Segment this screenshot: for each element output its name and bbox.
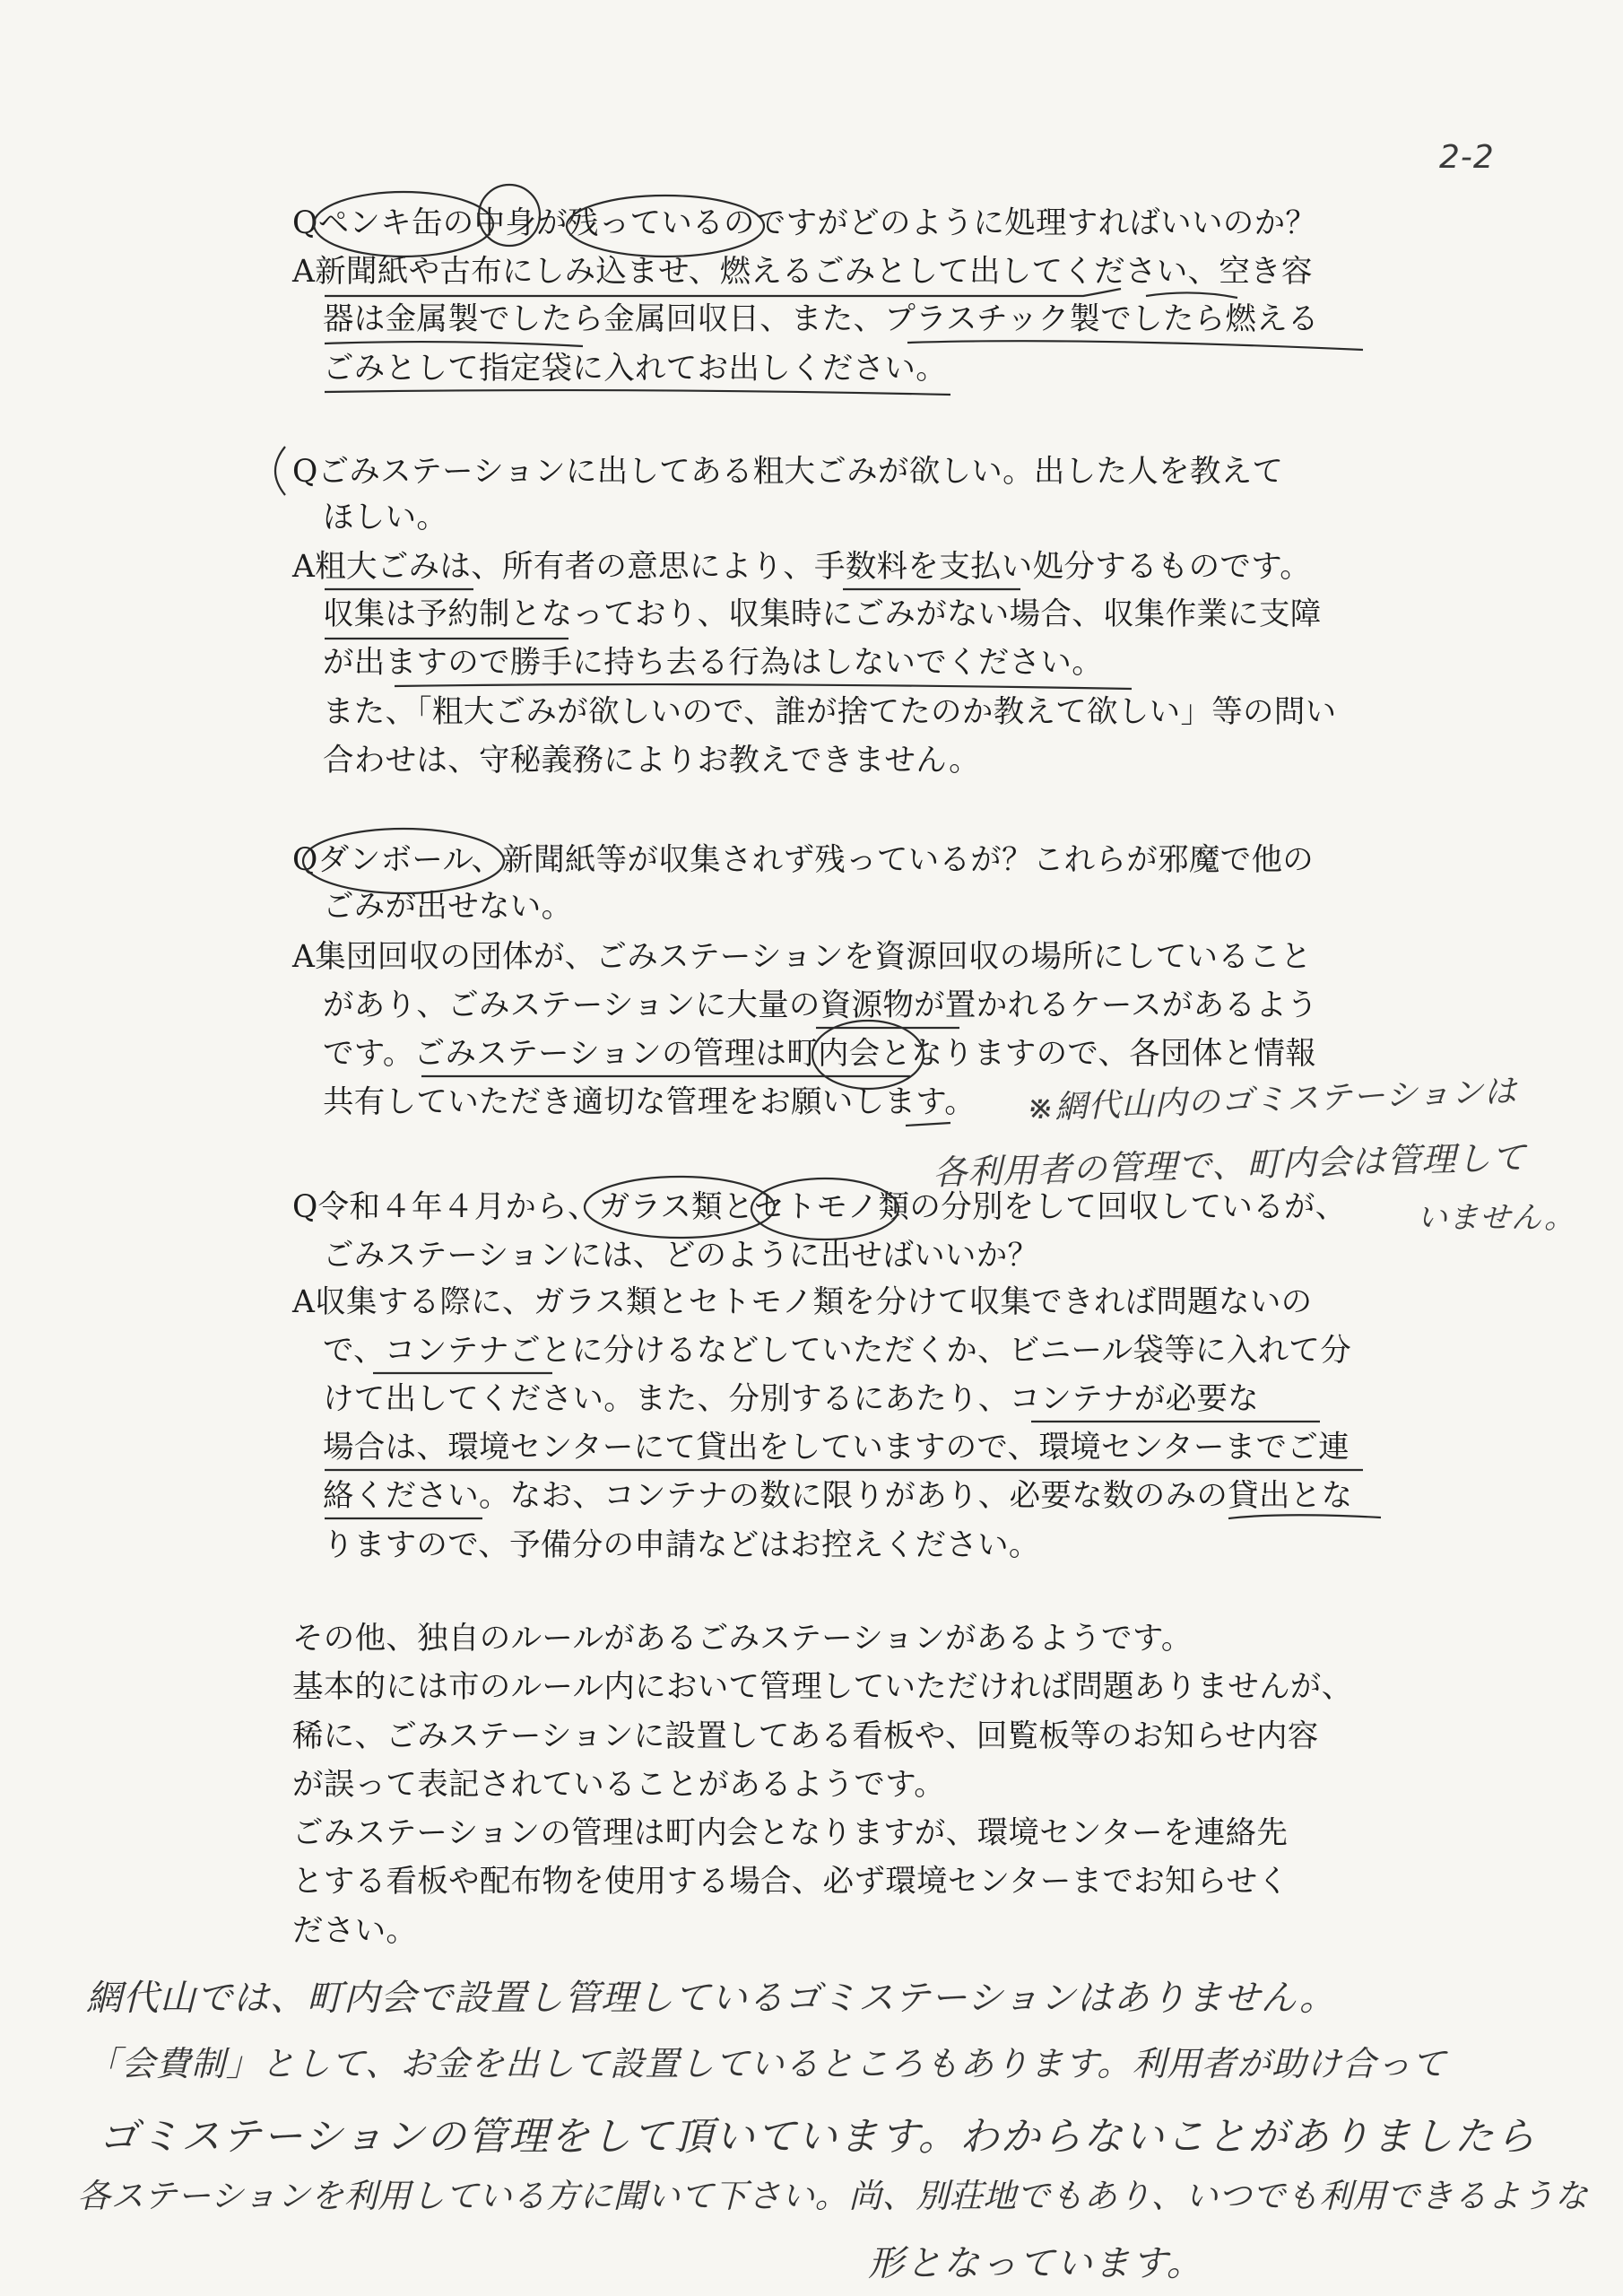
closing-line-2: 基本的には市のルール内において管理していただければ問題ありませんが、 — [292, 1669, 1353, 1705]
margin-note-line-1: ※網代山内のゴミステーションは — [1026, 1073, 1518, 1127]
closing-line-3: 稀に、ごみステーションに設置してある看板や、回覧板等のお知らせ内容 — [292, 1718, 1319, 1754]
closing-line-4: が誤って表記されていることがあるようです。 — [292, 1767, 946, 1803]
answer-4-line-3: けて出してください。また、分別するにあたり、コンテナが必要な — [323, 1381, 1259, 1417]
answer-2-line-4: また、「粗大ごみが欲しいので、誰が捨てたのか教えて欲しい」等の問い — [323, 694, 1337, 730]
closing-line-7: ださい。 — [292, 1913, 418, 1949]
answer-1-line-3: ごみとして指定袋に入れてお出しください。 — [323, 351, 947, 387]
bottom-note-line-2: 「会費制」として、お金を出して設置しているところもあります。利用者が助け合って — [86, 2044, 1447, 2083]
answer-4-line-1: A収集する際に、ガラス類とセトモノ類を分けて収集できれば問題ないの — [292, 1284, 1313, 1320]
question-2-line-2: ほしい。 — [323, 500, 448, 535]
answer-4-line-4: 場合は、環境センターにて貸出をしていますので、環境センターまでご連 — [323, 1430, 1350, 1465]
question-1: Qペンキ缶の中身が残っているのですがどのように処理すればいいのか？ — [292, 205, 1317, 241]
underline-mark — [325, 342, 583, 346]
question-3-line-2: ごみが出せない。 — [323, 889, 573, 925]
underline-mark — [906, 1123, 950, 1126]
underline-mark — [1228, 1515, 1381, 1518]
question-4-line-2: ごみステーションには、どのように出せばいいか？ — [323, 1238, 1039, 1274]
underline-mark — [325, 390, 950, 395]
answer-3-line-1: A集団回収の団体が、ごみステーションを資源回収の場所にしていること — [292, 939, 1312, 975]
answer-1-line-2: 器は金属製でしたら金属回収日、また、プラスチック製でしたら燃える — [323, 301, 1319, 337]
answer-2-line-3: が出ますので勝手に持ち去る行為はしないでください。 — [323, 645, 1103, 681]
answer-2-line-5: 合わせは、守秘義務によりお教えできません。 — [323, 743, 980, 778]
margin-note-line-2: 各利用者の管理で、町内会は管理して — [932, 1137, 1527, 1193]
answer-4-line-2: で、コンテナごとに分けるなどしていただくか、ビニール袋等に入れて分 — [323, 1333, 1352, 1369]
answer-1-line-1: A新聞紙や古布にしみ込ませ、燃えるごみとして出してください、空き容 — [292, 254, 1313, 290]
bottom-note-line-3: ゴミステーションの管理をして頂いています。わからないことがありましたら — [99, 2114, 1537, 2160]
bottom-note-line-5: 形となっています。 — [868, 2243, 1204, 2284]
question-4-line-1: Q令和４年４月から、ガラス類とセトモノ類の分別をして回収しているが、 — [292, 1189, 1347, 1225]
answer-4-line-5: 絡ください。なお、コンテナの数に限りがあり、必要な数のみの貸出とな — [323, 1478, 1353, 1514]
answer-2-line-1: A粗大ごみは、所有者の意思により、手数料を支払い処分するものです。 — [292, 549, 1312, 585]
answer-2-line-2: 収集は予約制となっており、収集時にごみがない場合、収集作業に支障 — [323, 596, 1322, 632]
underline-mark — [1146, 292, 1237, 298]
question-3-line-1: Qダンボール、新聞紙等が収集されず残っているが？これらが邪魔で他の — [292, 842, 1315, 878]
margin-note-line-3: いません。 — [1417, 1200, 1576, 1236]
bracket-mark — [275, 447, 285, 495]
bottom-note-line-1: 網代山では、町内会で設置し管理しているゴミステーションはありません。 — [86, 1978, 1336, 2019]
question-2-line-1: Qごみステーションに出してある粗大ごみが欲しい。出した人を教えて — [292, 454, 1284, 490]
underline-mark — [325, 289, 1121, 296]
underline-mark — [395, 684, 1132, 689]
page-number: 2-2 — [1439, 139, 1495, 176]
answer-3-line-4: 共有していただき適切な管理をお願いします。 — [323, 1084, 976, 1120]
answer-3-line-2: があり、ごみステーションに大量の資源物が置かれるケースがあるよう — [323, 987, 1318, 1023]
closing-line-1: その他、独自のルールがあるごみステーションがあるようです。 — [292, 1621, 1193, 1657]
closing-line-5: ごみステーションの管理は町内会となりますが、環境センターを連絡先 — [292, 1815, 1289, 1851]
answer-4-line-6: りますので、予備分の申請などはお控えください。 — [323, 1527, 1040, 1563]
answer-3-line-3: です。ごみステーションの管理は町内会となりますので、各団体と情報 — [323, 1036, 1317, 1072]
bottom-note-line-4: 各ステーションを利用している方に聞いて下さい。尚、別荘地でもあり、いつでも利用できるような — [77, 2177, 1589, 2215]
underline-mark — [907, 341, 1363, 350]
closing-line-6: とする看板や配布物を使用する場合、必ず環境センターまでお知らせく — [292, 1864, 1289, 1900]
